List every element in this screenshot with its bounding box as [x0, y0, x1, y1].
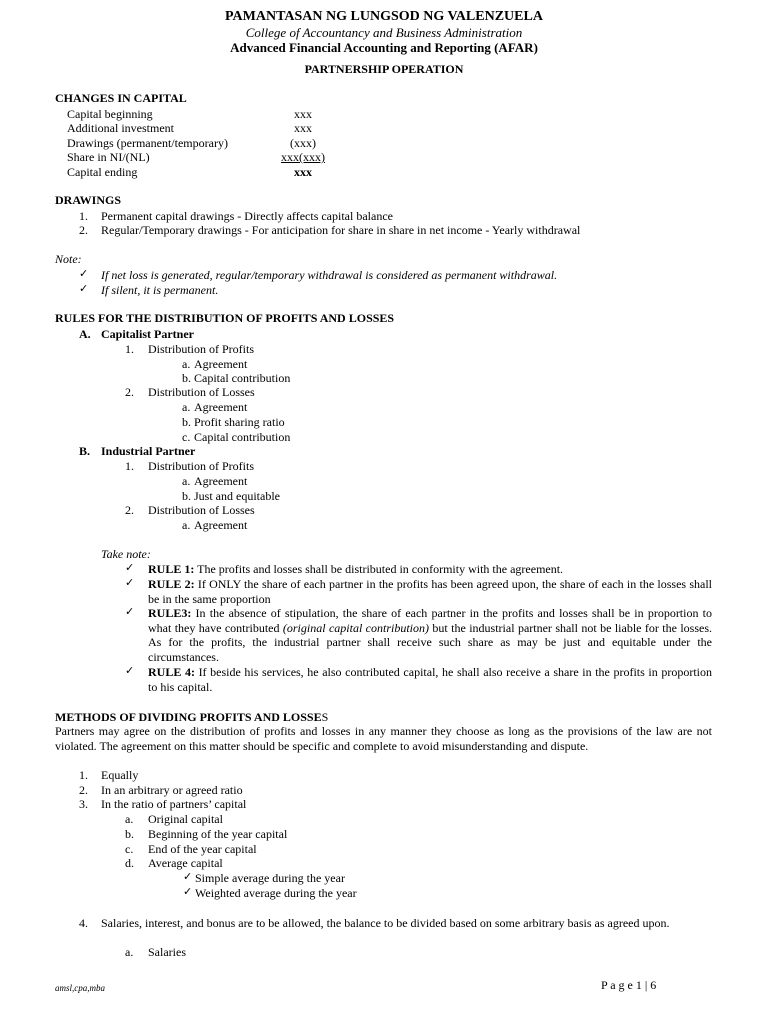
list-item: Simple average during the year: [195, 871, 345, 885]
rule-1: [148, 562, 712, 577]
list-letter: b.: [182, 371, 191, 385]
list-letter: a.: [182, 474, 191, 488]
footer-author: amsl,cpa,mba: [55, 983, 105, 993]
rule-label: RULE 4:: [148, 665, 195, 679]
page-word: P a g e: [601, 978, 633, 992]
rule-label: RULE 1:: [148, 562, 195, 576]
capital-row-value: xxx: [294, 165, 312, 179]
rule-2: [148, 577, 712, 606]
list-item: Agreement: [194, 518, 248, 532]
list-number: 2.: [125, 503, 134, 517]
rule-text: If ONLY the share of each partner in the profits has been agreed upon, the share of each in the losses shall be in the same proportion: [148, 577, 713, 606]
check-icon: ✓: [125, 605, 135, 618]
list-letter: a.: [125, 945, 134, 959]
list-item: Distribution of Profits: [148, 459, 255, 473]
rule-3: [148, 606, 712, 664]
capital-row-value: xxx(xxx): [281, 150, 325, 164]
capital-row-label: Share in NI/(NL): [67, 150, 150, 164]
note-label: Note:: [55, 252, 82, 266]
check-icon: ✓: [125, 561, 135, 574]
check-icon: ✓: [183, 870, 193, 883]
rule-4: [148, 665, 712, 694]
page-number: [601, 978, 656, 993]
subsection-title: Industrial Partner: [101, 444, 196, 458]
list-item: Regular/Temporary drawings - For anticipation for share in share in net income - Yearly withdrawal: [101, 223, 581, 237]
list-number: 1.: [79, 209, 88, 223]
list-letter: B.: [79, 444, 91, 458]
methods-intro: Partners may agree on the distribution of profits and losses in any manner they choose as long as the provisions of the law are not violated. The agreement on this matter should be specific and complete to avoid misunderstanding and dispute.: [55, 724, 712, 753]
rule-text-italic: (original capital contribution): [282, 620, 430, 635]
list-letter: b.: [125, 827, 134, 841]
list-item: Capital contribution: [194, 430, 291, 444]
list-letter: c.: [182, 430, 191, 444]
list-item: Equally: [101, 768, 139, 782]
list-item: In the ratio of partners’ capital: [101, 797, 247, 811]
capital-row-label: Drawings (permanent/temporary): [67, 136, 228, 150]
list-letter: a.: [182, 400, 191, 414]
capital-row-value: xxx: [294, 121, 312, 135]
list-item: Agreement: [194, 400, 248, 414]
list-letter: a.: [125, 812, 134, 826]
heading-text-tail: S: [321, 710, 329, 724]
list-letter: a.: [182, 518, 191, 532]
rule-text: The profits and losses shall be distributed in conformity with the agreement.: [197, 562, 564, 576]
list-letter: A.: [79, 327, 91, 341]
check-icon: ✓: [125, 664, 135, 677]
list-item: Distribution of Profits: [148, 342, 255, 356]
list-number: 2.: [79, 783, 88, 797]
list-item: Distribution of Losses: [148, 503, 255, 517]
capital-row-label: Additional investment: [67, 121, 174, 135]
list-item: End of the year capital: [148, 842, 257, 856]
list-item: Salaries: [148, 945, 186, 959]
section-heading-drawings: DRAWINGS: [55, 193, 122, 207]
list-item: Just and equitable: [194, 489, 280, 503]
list-item: Weighted average during the year: [195, 886, 357, 900]
list-letter: b.: [182, 415, 191, 429]
list-item: Average capital: [148, 856, 223, 870]
heading-text: METHODS OF DIVIDING PROFITS AND LOSSE: [55, 710, 322, 724]
list-item: Agreement: [194, 474, 248, 488]
list-number: 4.: [79, 916, 88, 930]
list-item: Capital contribution: [194, 371, 291, 385]
rule-text: If beside his services, he also contributed capital, he shall also receive a share in the profits in proportion to his capital.: [148, 665, 712, 694]
capital-row-value: xxx: [294, 107, 312, 121]
list-item: Permanent capital drawings - Directly affects capital balance: [101, 209, 393, 223]
list-number: 1.: [125, 459, 134, 473]
list-number: 3.: [79, 797, 88, 811]
list-number: 1.: [79, 768, 88, 782]
course-title: Advanced Financial Accounting and Reporting (AFAR): [230, 40, 538, 55]
page-value: 1 | 6: [635, 978, 657, 992]
rule-text: but the industrial partner shall not be liable for the losses. As for the profits, the industrial partner shall receive such share as may be just and equitable under the circumstances.: [148, 620, 713, 664]
note-item: If silent, it is permanent.: [101, 283, 219, 297]
subsection-title: Capitalist Partner: [101, 327, 194, 341]
section-heading-methods: [55, 710, 328, 725]
capital-row-label: Capital ending: [67, 165, 138, 179]
list-number: 1.: [125, 342, 134, 356]
section-heading-capital: CHANGES IN CAPITAL: [55, 91, 187, 105]
list-item: Agreement: [194, 357, 248, 371]
list-item: Profit sharing ratio: [194, 415, 285, 429]
rule-label: RULE 2:: [148, 577, 195, 591]
list-item: Beginning of the year capital: [148, 827, 288, 841]
list-number: 2.: [125, 385, 134, 399]
check-icon: ✓: [125, 576, 135, 589]
list-letter: d.: [125, 856, 134, 870]
check-icon: ✓: [79, 267, 89, 280]
check-icon: ✓: [79, 282, 89, 295]
take-note-label: Take note:: [101, 547, 151, 561]
list-letter: c.: [125, 842, 134, 856]
capital-row-label: Capital beginning: [67, 107, 153, 121]
list-letter: a.: [182, 357, 191, 371]
college-name: College of Accountancy and Business Administration: [245, 25, 523, 40]
capital-row-value: (xxx): [290, 136, 316, 150]
list-item: Salaries, interest, and bonus are to be allowed, the balance to be divided based on some arbitrary basis as agreed upon.: [101, 916, 670, 930]
check-icon: ✓: [183, 885, 193, 898]
rule-label: RULE3:: [148, 606, 192, 620]
list-item: Original capital: [148, 812, 223, 826]
list-item: In an arbitrary or agreed ratio: [101, 783, 243, 797]
list-letter: b.: [182, 489, 191, 503]
list-number: 2.: [79, 223, 88, 237]
topic-title: PARTNERSHIP OPERATION: [304, 62, 464, 76]
list-item: Distribution of Losses: [148, 385, 255, 399]
rule-text: In the absence of stipulation, the share of each partner in the profits and losses shall be in proportion to what they have contributed: [148, 606, 713, 635]
note-item: If net loss is generated, regular/temporary withdrawal is considered as permanent withdrawal.: [101, 268, 558, 282]
section-heading-rules: RULES FOR THE DISTRIBUTION OF PROFITS AND LOSSES: [55, 311, 395, 325]
university-name: PAMANTASAN NG LUNGSOD NG VALENZUELA: [225, 9, 543, 24]
